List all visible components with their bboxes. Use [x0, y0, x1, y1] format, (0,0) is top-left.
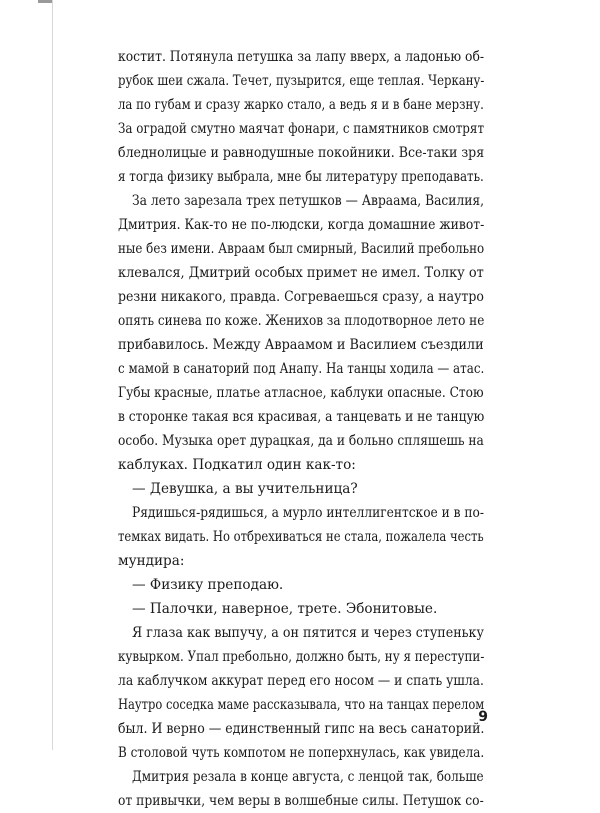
- text-line: За оградой смутно маячат фонари, с памятников смотрят: [118, 121, 485, 137]
- page-corner-mark: [38, 0, 52, 3]
- text-line: темках видать. Но отбрехиваться не стала, пожалела честь: [118, 529, 484, 545]
- book-page-text: [118, 45, 485, 809]
- text-line: ла каблучком аккурат перед его носом — и спать ушла.: [118, 673, 484, 689]
- text-line: от привычки, чем веры в волшебные силы. Петушок со-: [118, 793, 484, 809]
- text-line: костит. Потянула петушка за лапу вверх, а ладонью об-: [118, 49, 485, 65]
- text-line: В столовой чуть компотом не поперхнулась, как увидела.: [118, 745, 485, 761]
- text-line: особо. Музыка орет дурацкая, да и больно спляшешь на: [118, 433, 484, 449]
- text-line: За лето зарезала трех петушков — Авраама, Василия,: [132, 193, 485, 209]
- text-line: мундира:: [118, 553, 185, 569]
- text-line: — Физику преподаю.: [132, 577, 284, 593]
- text-line: Наутро соседка маме рассказывала, что на танцах перелом: [118, 697, 485, 713]
- text-line: с мамой в санаторий под Анапу. На танцы ходила — атас.: [118, 361, 485, 377]
- text-line: Дмитрия резала в конце августа, с ленцой так, больше: [132, 769, 484, 785]
- text-line: ла по губам и сразу жарко стало, а ведь я и в бане мерзну.: [118, 97, 484, 113]
- text-line: бледнолицые и равнодушные покойники. Все-таки зря: [118, 145, 485, 161]
- text-line: опять синева по коже. Женихов за плодотворное лето не: [118, 313, 485, 329]
- text-line: я тогда физику выбрала, мне бы литературу преподавать.: [118, 169, 484, 185]
- text-line: каблуках. Подкатил один как-то:: [118, 457, 356, 473]
- text-line: кувырком. Упал пребольно, должно быть, ну я переступи-: [118, 649, 485, 665]
- text-line: рубок шеи сжала. Течет, пузырится, еще теплая. Черкану-: [118, 73, 485, 89]
- text-line: Губы красные, платье атласное, каблуки опасные. Стою: [118, 385, 484, 401]
- text-line: ные без имени. Авраам был смирный, Василий пребольно: [118, 241, 485, 257]
- page-binding-edge: [52, 0, 53, 750]
- text-line: Я глаза как выпучу, а он пятится и через ступеньку: [132, 625, 484, 641]
- text-line: клевался, Дмитрий особых примет не имел. Толку от: [118, 265, 484, 281]
- text-line: в сторонке такая вся красивая, а танцевать и не танцую: [118, 409, 485, 425]
- text-line: Рядишься-рядишься, а мурло интеллигентское и в по-: [132, 505, 485, 521]
- text-line: — Палочки, наверное, трете. Эбонитовые.: [132, 601, 438, 617]
- text-line: — Девушка, а вы учительница?: [132, 481, 358, 497]
- text-line: резни никакого, правда. Согреваешься сразу, а наутро: [118, 289, 484, 305]
- page-number: 9: [478, 709, 488, 725]
- text-line: Дмитрия. Как-то не по-людски, когда домашние живот-: [118, 217, 485, 233]
- text-line: был. И верно — единственный гипс на весь санаторий.: [118, 721, 485, 737]
- text-line: прибавилось. Между Авраамом и Василием съездили: [118, 337, 484, 353]
